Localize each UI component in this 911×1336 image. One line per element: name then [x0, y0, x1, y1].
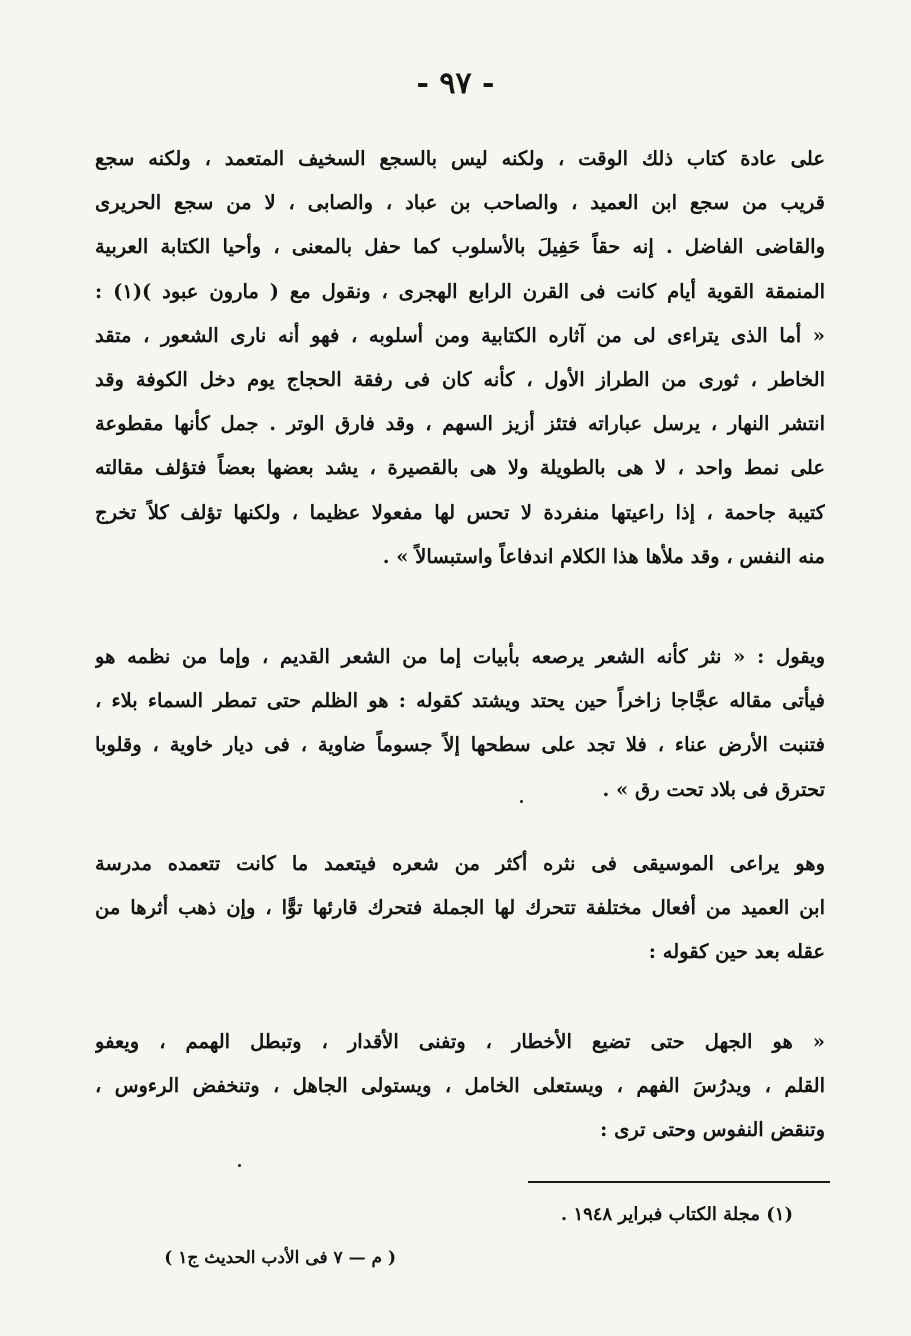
text-line: انتشر النهار ، يرسل عباراته فتئز أزيز السهم ، وقد فارق الوتر . جمل كأنها مقطوعة	[95, 412, 825, 436]
text-line: على عادة كتاب ذلك الوقت ، ولكنه ليس بالسجع السخيف المتعمد ، ولكنه سجع	[95, 147, 825, 170]
text-line: عقله بعد حين كقوله :	[648, 940, 825, 964]
text-line: تحترق فى بلاد تحت رق » .	[602, 777, 825, 801]
paragraph-4-quote	[95, 1020, 825, 1153]
text-line: وتنقض النفوس وحتى ترى :	[600, 1118, 825, 1142]
text-line: فيأتى مقاله عجَّاجا زاخراً حين يحتد ويشتد كقوله : هو الظلم حتى تمطر السماء بلاء ،	[95, 689, 825, 713]
text-line: منه النفس ، وقد ملأها هذا الكلام اندفاعاً واستبسالاً » .	[382, 544, 825, 568]
text-line: الخاطر ، ثورى من الطراز الأول ، كأنه كان فى رفقة الحجاج يوم دخل الكوفة وقد	[95, 368, 825, 392]
text-line: والقاضى الفاضل . إنه حقاً حَفِيلَ بالأسلوب كما حفل بالمعنى ، وأحيا الكتابة العربية	[95, 235, 825, 259]
paragraph-1	[95, 137, 825, 579]
text-line: كتيبة جاحمة ، إذا راعيتها منفردة لا تحس لها مفعولا عظيما ، ولكنها تؤلف كلاً تخرج	[95, 500, 825, 524]
text-line: قريب من سجع ابن العميد ، والصاحب بن عباد ، والصابى ، لا من سجع الحريرى	[95, 191, 825, 215]
signature-mark: ( م — ٧ فى الأدب الحديث ج١ )	[164, 1248, 396, 1268]
text-line: المنمقة القوية أيام كانت فى القرن الرابع الهجرى ، ونقول مع ( مارون عبود )(١) :	[95, 279, 825, 303]
text-line: فتنبت الأرض عناء ، فلا تجد على سطحها إلاً جسوماً ضاوية ، فى ديار خاوية ، وقلوبا	[95, 733, 825, 757]
paragraph-3	[95, 842, 825, 975]
paragraph-2	[95, 635, 825, 812]
text-line: « هو الجهل حتى تضيع الأخطار ، وتفنى الأقدار ، وتبطل الهمم ، ويعفو	[95, 1030, 825, 1053]
text-line: ابن العميد من أفعال مختلفة تتحرك لها الجملة فتحرك قارئها توًّا ، وإن ذهب أثرها من	[95, 896, 825, 920]
footnote-divider	[528, 1181, 830, 1183]
page-number: - ٩٧ -	[416, 66, 495, 101]
print-speck	[520, 800, 523, 803]
text-line: ويقول : « نثر كأنه الشعر يرصعه بأبيات إما من الشعر القديم ، وإما من نظمه هو	[95, 645, 825, 668]
text-line: وهو يراعى الموسيقى فى نثره أكثر من شعره فيتعمد ما كانت تتعمده مدرسة	[95, 852, 825, 875]
print-speck	[238, 1164, 241, 1167]
text-line: « أما الذى يتراءى لى من آثاره الكتابية ومن أسلوبه ، فهو أنه نارى الشعور ، متقد	[95, 323, 825, 347]
text-line: على نمط واحد ، لا هى بالطويلة ولا هى بالقصيرة ، يشد بعضها بعضاً فتؤلف مقالته	[95, 456, 825, 480]
footnote: (١) مجلة الكتاب فبراير ١٩٤٨ .	[560, 1204, 793, 1225]
text-line: القلم ، ويدرُسَ الفهم ، ويستعلى الخامل ، ويستولى الجاهل ، وتنخفض الرءوس ،	[95, 1074, 825, 1098]
